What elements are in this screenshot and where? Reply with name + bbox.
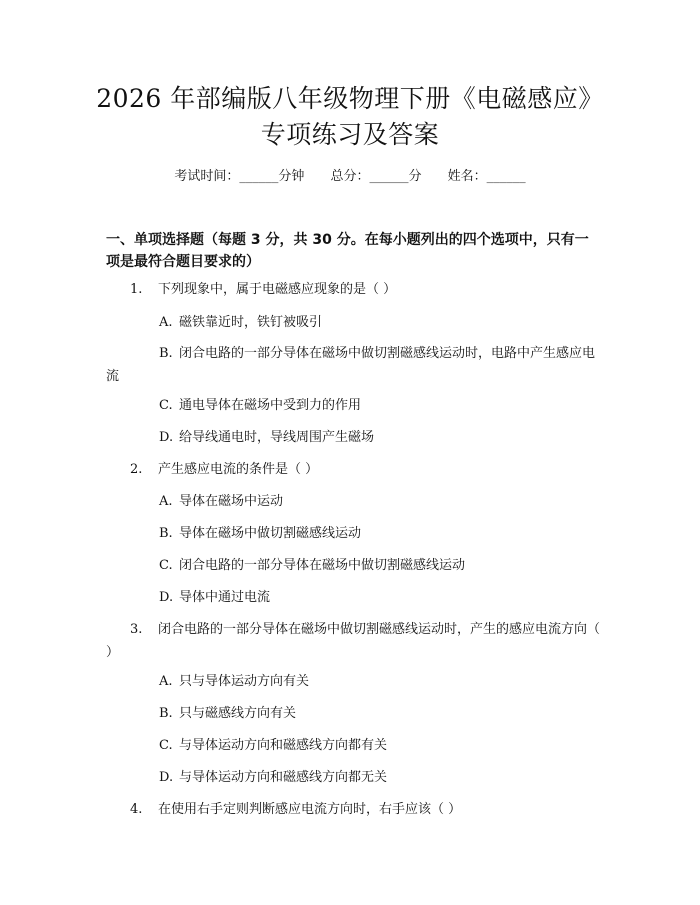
option-text: 只与导体运动方向有关 <box>179 674 310 689</box>
option-label: C. <box>159 738 173 753</box>
option-text: 与导体运动方向和磁感线方向都有关 <box>179 738 388 753</box>
exam-name: 姓名：______ <box>447 169 526 184</box>
option-text: 给导线通电时，导线周围产生磁场 <box>179 430 375 445</box>
option-label: C. <box>159 558 173 573</box>
option-label: B. <box>159 706 173 721</box>
exam-meta <box>0 168 700 186</box>
question-text: 产生感应电流的条件是（ ） <box>158 462 319 477</box>
option-text: 通电导体在磁场中受到力的作用 <box>179 398 362 413</box>
option-label: B. <box>159 346 173 361</box>
option-text: 导体在磁场中运动 <box>179 494 284 509</box>
option-2b <box>106 522 606 545</box>
section-heading: 一、单项选择题（每题 3 分，共 30 分。在每小题列出的四个选项中，只有一项是最符合题目要求的） <box>106 232 589 270</box>
question-3 <box>106 618 606 664</box>
option-1b <box>106 342 606 388</box>
option-1d <box>106 426 606 449</box>
option-2d <box>106 586 606 609</box>
option-3b <box>106 702 606 725</box>
question-number: 2. <box>130 462 143 477</box>
option-text: 导体在磁场中做切割磁感线运动 <box>179 526 362 541</box>
option-label: D. <box>159 590 174 605</box>
question-4 <box>106 798 606 821</box>
option-label: C. <box>159 398 173 413</box>
option-text: 闭合电路的一部分导体在磁场中做切割磁感线运动 <box>179 558 466 573</box>
question-text: 闭合电路的一部分导体在磁场中做切割磁感线运动时，产生的感应电流方向（ ） <box>106 622 601 660</box>
question-1 <box>106 278 606 301</box>
exam-time: 考试时间：______分钟 <box>174 169 305 184</box>
option-label: B. <box>159 526 173 541</box>
question-number: 3. <box>130 622 143 637</box>
option-2c <box>106 554 606 577</box>
option-label: A. <box>159 315 173 330</box>
question-text: 在使用右手定则判断感应电流方向时，右手应该（ ） <box>158 802 462 817</box>
title-line-2: 专项练习及答案 <box>260 120 440 149</box>
option-3d <box>106 766 606 789</box>
title-line-1: 2026 年部编版八年级物理下册《电磁感应》 <box>96 84 604 113</box>
question-2 <box>106 458 606 481</box>
option-3a <box>106 670 606 693</box>
option-text: 导体中通过电流 <box>179 590 271 605</box>
question-text: 下列现象中，属于电磁感应现象的是（ ） <box>158 282 397 297</box>
option-text: 只与磁感线方向有关 <box>179 706 297 721</box>
option-3c <box>106 734 606 757</box>
option-1a <box>106 311 606 334</box>
question-number: 4. <box>130 802 143 817</box>
option-text: 闭合电路的一部分导体在磁场中做切割磁感线运动时，电路中产生感应电流 <box>106 346 596 384</box>
option-2a <box>106 490 606 513</box>
option-text: 磁铁靠近时，铁钉被吸引 <box>179 315 323 330</box>
option-text: 与导体运动方向和磁感线方向都无关 <box>179 770 388 785</box>
option-label: A. <box>159 674 173 689</box>
option-1c <box>106 394 606 417</box>
option-label: A. <box>159 494 173 509</box>
question-number: 1. <box>130 282 143 297</box>
option-label: D. <box>159 770 174 785</box>
option-label: D. <box>159 430 174 445</box>
exam-score: 总分：______分 <box>330 169 422 184</box>
